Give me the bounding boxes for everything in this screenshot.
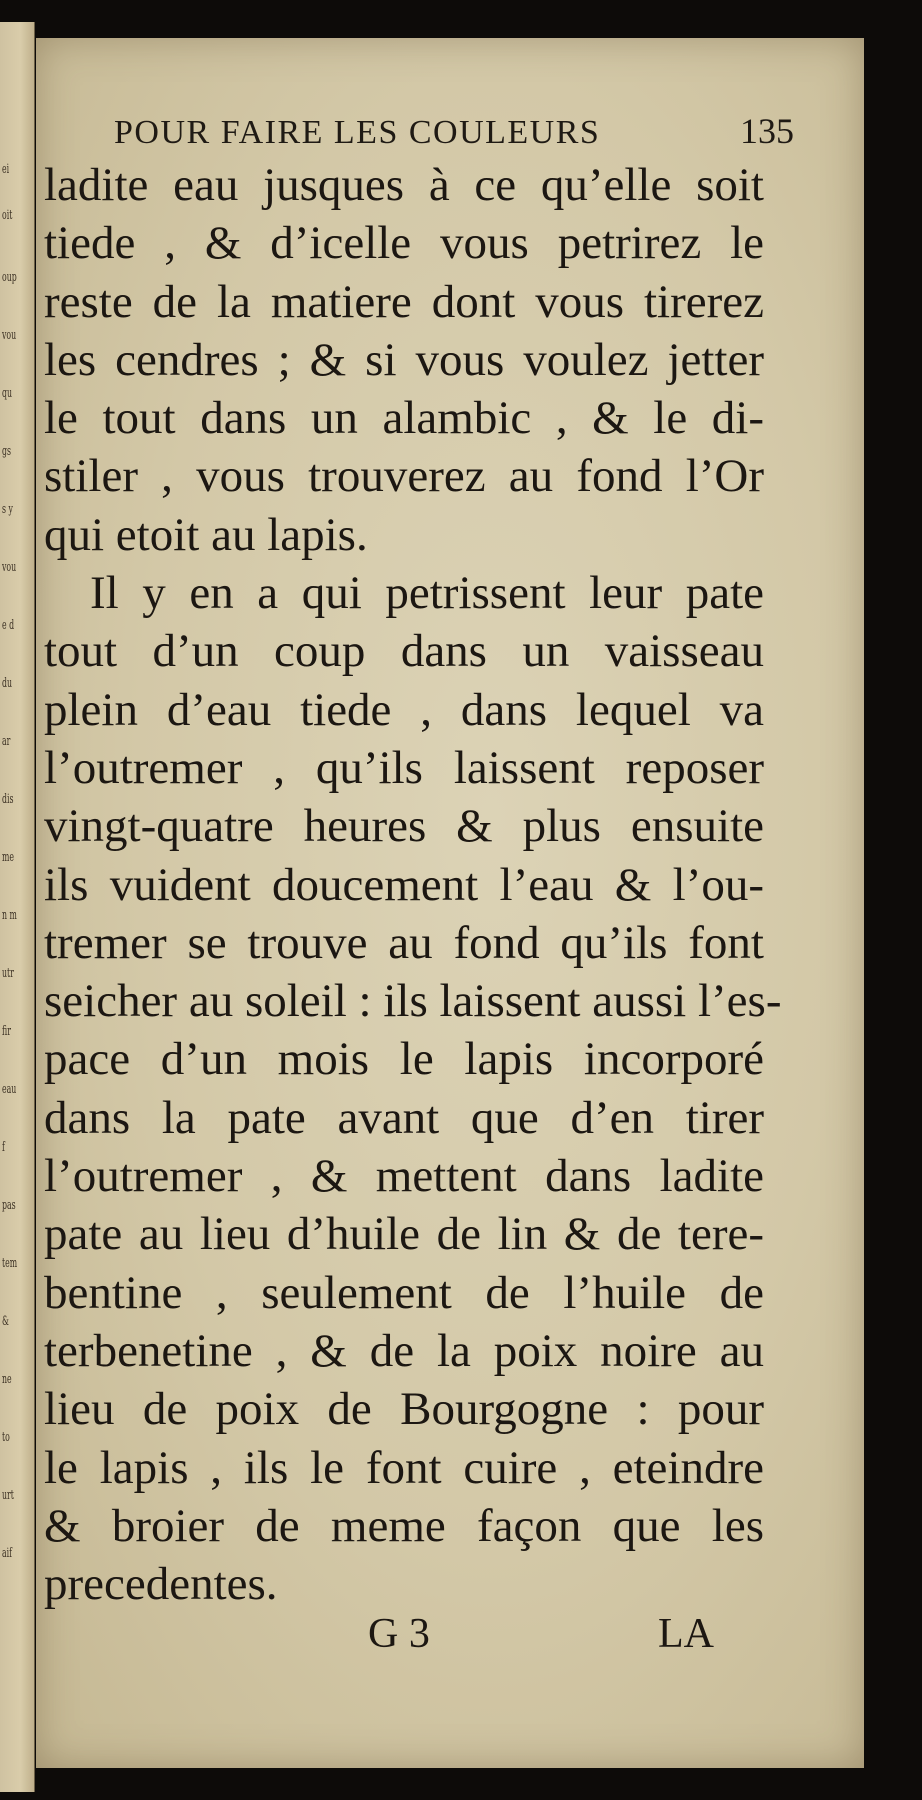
text-line: lieu de poix de Bourgogne : pour xyxy=(44,1383,764,1436)
facing-text-fragment: qu xyxy=(2,386,13,401)
facing-text-fragment: aif xyxy=(2,1546,13,1561)
text-line: le lapis , ils le font cuire , eteindre xyxy=(44,1441,764,1494)
text-line: tiede , & d’icelle vous petrirez le xyxy=(44,217,764,270)
facing-text-fragment: e d xyxy=(2,618,15,633)
text-line: les cendres ; & si vous voulez jetter xyxy=(44,333,764,386)
facing-text-fragment: du xyxy=(2,676,13,691)
facing-text-fragment: ei xyxy=(2,162,10,177)
text-line: plein d’eau tiede , dans lequel va xyxy=(44,683,764,736)
facing-text-fragment: ar xyxy=(2,734,11,749)
facing-text-fragment: tem xyxy=(2,1256,18,1271)
text-line: terbenetine , & de la poix noire au xyxy=(44,1324,764,1377)
text-line: precedentes. xyxy=(44,1558,278,1611)
facing-text-fragment: ne xyxy=(2,1372,12,1387)
facing-text-fragment: utr xyxy=(2,966,14,981)
text-line: ladite eau jusques à ce qu’elle soit xyxy=(44,159,764,211)
facing-page-edge xyxy=(0,22,35,1792)
paragraph-start-line: Il y en a qui petrissent leur pate xyxy=(90,567,764,620)
facing-text-fragment: oup xyxy=(2,270,17,285)
facing-text-fragment: & xyxy=(2,1314,9,1329)
book-page xyxy=(36,38,864,1768)
text-line: reste de la matiere dont vous tirerez xyxy=(44,275,764,328)
page-number: 135 xyxy=(740,111,794,151)
text-line: & broier de meme façon que les xyxy=(44,1499,764,1552)
facing-text-fragment: s y xyxy=(2,502,13,517)
facing-text-fragment: pas xyxy=(2,1198,16,1213)
text-line: tremer se trouve au fond qu’ils font xyxy=(44,916,764,969)
facing-text-fragment: vou xyxy=(2,328,17,343)
facing-text-fragment: dis xyxy=(2,792,14,807)
text-line: pace d’un mois le lapis incorporé xyxy=(44,1033,764,1086)
facing-text-fragment: eau xyxy=(2,1082,17,1097)
running-title: POUR FAIRE LES COULEURS xyxy=(114,114,601,151)
text-line: l’outremer , qu’ils laissent reposer xyxy=(44,741,764,794)
page-footer xyxy=(36,1610,736,1670)
text-line: ils vuident doucement l’eau & l’ou- xyxy=(44,858,764,911)
facing-text-fragment: oit xyxy=(2,208,13,223)
text-line: vingt-quatre heures & plus ensuite xyxy=(44,800,764,853)
facing-text-fragment: fir xyxy=(2,1024,11,1039)
text-line: stiler , vous trouverez au fond l’Or xyxy=(44,450,764,503)
body-text xyxy=(44,156,782,1613)
facing-text-fragment: vou xyxy=(2,560,17,575)
facing-text-fragment: gs xyxy=(2,444,11,459)
facing-text-fragment: f xyxy=(2,1140,5,1155)
text-line: qui etoit au lapis. xyxy=(44,508,368,561)
catchword: LA xyxy=(658,1611,714,1657)
signature-mark: G 3 xyxy=(368,1611,430,1657)
text-line: seicher au soleil : ils laissent aussi l’es- xyxy=(44,975,782,1028)
running-head xyxy=(114,110,794,152)
facing-text-fragment: n m xyxy=(2,908,17,923)
text-line: l’outremer , & mettent dans ladite xyxy=(44,1150,764,1203)
facing-text-fragment: me xyxy=(2,850,15,865)
text-line: pate au lieu d’huile de lin & de tere- xyxy=(44,1208,764,1261)
facing-text-fragment: to xyxy=(2,1430,10,1445)
text-line: bentine , seulement de l’huile de xyxy=(44,1266,764,1319)
text-line: dans la pate avant que d’en tirer xyxy=(44,1091,764,1144)
text-line: tout d’un coup dans un vaisseau xyxy=(44,625,764,678)
facing-text-fragment: urt xyxy=(2,1488,14,1503)
text-line: le tout dans un alambic , & le di- xyxy=(44,392,764,445)
